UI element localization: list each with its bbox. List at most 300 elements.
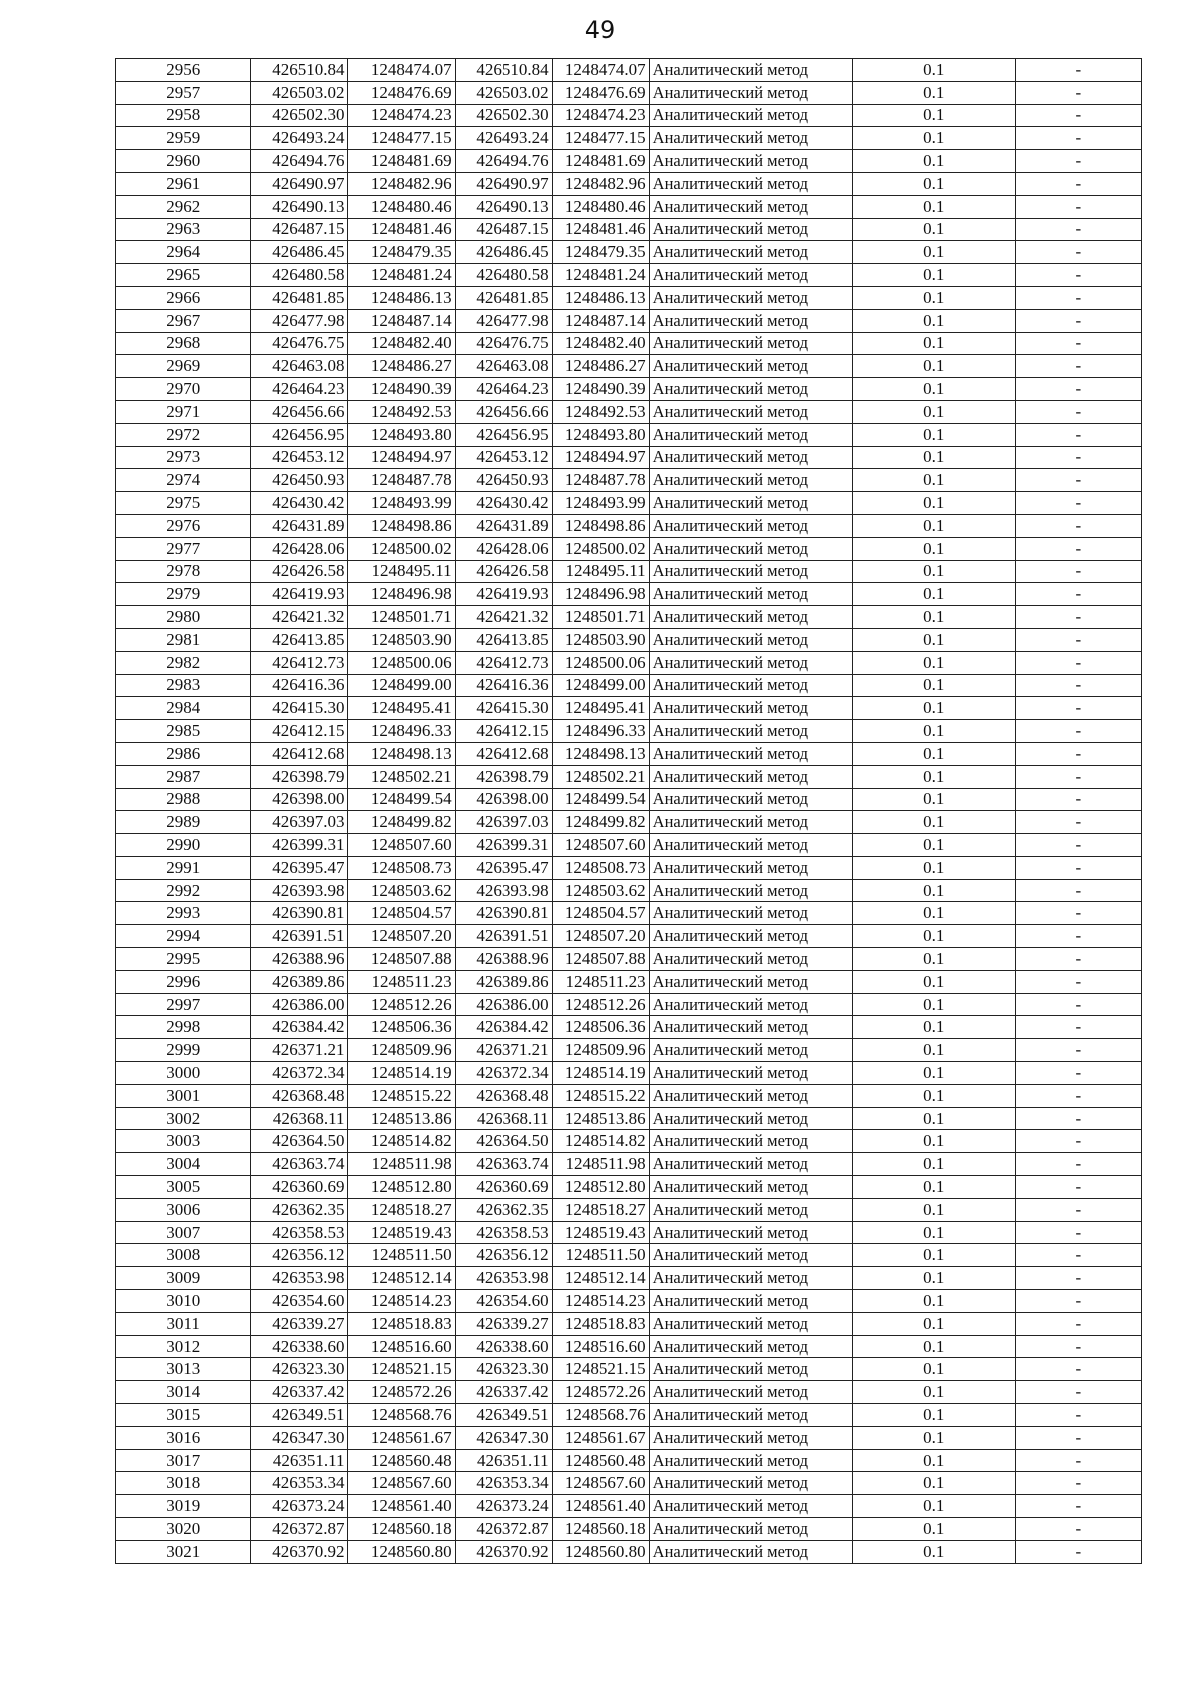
description-cell: - (1015, 264, 1141, 287)
y-new-cell: 1248495.41 (552, 697, 649, 720)
y-new-cell: 1248498.13 (552, 742, 649, 765)
x-new-cell: 426416.36 (455, 674, 552, 697)
method-cell: Аналитический метод (649, 993, 852, 1016)
point-number-cell: 3019 (116, 1495, 251, 1518)
x-old-cell: 426463.08 (251, 355, 348, 378)
method-cell: Аналитический метод (649, 651, 852, 674)
x-new-cell: 426430.42 (455, 492, 552, 515)
description-cell: - (1015, 332, 1141, 355)
y-old-cell: 1248507.60 (348, 834, 455, 857)
description-cell: - (1015, 537, 1141, 560)
method-cell: Аналитический метод (649, 879, 852, 902)
table-row (116, 742, 1142, 765)
point-number-cell: 3013 (116, 1358, 251, 1381)
point-number-cell: 3006 (116, 1198, 251, 1221)
x-old-cell: 426356.12 (251, 1244, 348, 1267)
description-cell: - (1015, 400, 1141, 423)
point-number-cell: 2957 (116, 81, 251, 104)
y-old-cell: 1248514.82 (348, 1130, 455, 1153)
x-new-cell: 426372.34 (455, 1062, 552, 1085)
description-cell: - (1015, 948, 1141, 971)
x-new-cell: 426480.58 (455, 264, 552, 287)
accuracy-cell: 0.1 (852, 59, 1015, 82)
x-new-cell: 426358.53 (455, 1221, 552, 1244)
y-old-cell: 1248481.24 (348, 264, 455, 287)
y-old-cell: 1248500.06 (348, 651, 455, 674)
y-old-cell: 1248495.41 (348, 697, 455, 720)
accuracy-cell: 0.1 (852, 1084, 1015, 1107)
x-old-cell: 426481.85 (251, 286, 348, 309)
point-number-cell: 3016 (116, 1426, 251, 1449)
point-number-cell: 3001 (116, 1084, 251, 1107)
accuracy-cell: 0.1 (852, 1358, 1015, 1381)
description-cell: - (1015, 423, 1141, 446)
x-new-cell: 426386.00 (455, 993, 552, 1016)
x-new-cell: 426421.32 (455, 606, 552, 629)
point-number-cell: 2998 (116, 1016, 251, 1039)
y-new-cell: 1248507.60 (552, 834, 649, 857)
y-new-cell: 1248561.67 (552, 1426, 649, 1449)
method-cell: Аналитический метод (649, 583, 852, 606)
method-cell: Аналитический метод (649, 332, 852, 355)
method-cell: Аналитический метод (649, 948, 852, 971)
table-row (116, 993, 1142, 1016)
table-row (116, 925, 1142, 948)
x-new-cell: 426490.97 (455, 172, 552, 195)
x-new-cell: 426412.73 (455, 651, 552, 674)
description-cell: - (1015, 606, 1141, 629)
y-new-cell: 1248512.80 (552, 1176, 649, 1199)
point-number-cell: 3010 (116, 1290, 251, 1313)
x-old-cell: 426490.97 (251, 172, 348, 195)
x-old-cell: 426371.21 (251, 1039, 348, 1062)
y-old-cell: 1248508.73 (348, 856, 455, 879)
y-new-cell: 1248502.21 (552, 765, 649, 788)
accuracy-cell: 0.1 (852, 1335, 1015, 1358)
y-new-cell: 1248477.15 (552, 127, 649, 150)
y-new-cell: 1248513.86 (552, 1107, 649, 1130)
method-cell: Аналитический метод (649, 742, 852, 765)
description-cell: - (1015, 1404, 1141, 1427)
x-new-cell: 426490.13 (455, 195, 552, 218)
method-cell: Аналитический метод (649, 1335, 852, 1358)
description-cell: - (1015, 195, 1141, 218)
y-new-cell: 1248482.40 (552, 332, 649, 355)
x-new-cell: 426481.85 (455, 286, 552, 309)
x-old-cell: 426486.45 (251, 241, 348, 264)
table-row (116, 241, 1142, 264)
y-old-cell: 1248496.33 (348, 720, 455, 743)
x-old-cell: 426493.24 (251, 127, 348, 150)
y-old-cell: 1248499.82 (348, 811, 455, 834)
table-row (116, 1130, 1142, 1153)
method-cell: Аналитический метод (649, 150, 852, 173)
point-number-cell: 2988 (116, 788, 251, 811)
table-row (116, 856, 1142, 879)
x-new-cell: 426371.21 (455, 1039, 552, 1062)
y-old-cell: 1248498.86 (348, 514, 455, 537)
accuracy-cell: 0.1 (852, 127, 1015, 150)
x-old-cell: 426412.15 (251, 720, 348, 743)
accuracy-cell: 0.1 (852, 537, 1015, 560)
y-old-cell: 1248514.19 (348, 1062, 455, 1085)
accuracy-cell: 0.1 (852, 1130, 1015, 1153)
method-cell: Аналитический метод (649, 446, 852, 469)
y-old-cell: 1248512.14 (348, 1267, 455, 1290)
accuracy-cell: 0.1 (852, 1472, 1015, 1495)
y-new-cell: 1248511.50 (552, 1244, 649, 1267)
x-old-cell: 426477.98 (251, 309, 348, 332)
y-old-cell: 1248512.80 (348, 1176, 455, 1199)
x-new-cell: 426450.93 (455, 469, 552, 492)
description-cell: - (1015, 286, 1141, 309)
x-old-cell: 426372.87 (251, 1518, 348, 1541)
description-cell: - (1015, 1198, 1141, 1221)
y-new-cell: 1248507.20 (552, 925, 649, 948)
accuracy-cell: 0.1 (852, 1495, 1015, 1518)
table-row (116, 651, 1142, 674)
x-old-cell: 426323.30 (251, 1358, 348, 1381)
y-old-cell: 1248567.60 (348, 1472, 455, 1495)
y-new-cell: 1248561.40 (552, 1495, 649, 1518)
accuracy-cell: 0.1 (852, 856, 1015, 879)
y-old-cell: 1248494.97 (348, 446, 455, 469)
point-number-cell: 2979 (116, 583, 251, 606)
x-old-cell: 426391.51 (251, 925, 348, 948)
point-number-cell: 2958 (116, 104, 251, 127)
x-old-cell: 426349.51 (251, 1404, 348, 1427)
x-new-cell: 426368.48 (455, 1084, 552, 1107)
y-old-cell: 1248560.48 (348, 1449, 455, 1472)
x-new-cell: 426338.60 (455, 1335, 552, 1358)
y-old-cell: 1248496.98 (348, 583, 455, 606)
x-new-cell: 426502.30 (455, 104, 552, 127)
description-cell: - (1015, 1449, 1141, 1472)
point-number-cell: 2982 (116, 651, 251, 674)
y-old-cell: 1248503.90 (348, 628, 455, 651)
description-cell: - (1015, 651, 1141, 674)
accuracy-cell: 0.1 (852, 446, 1015, 469)
y-old-cell: 1248477.15 (348, 127, 455, 150)
x-old-cell: 426395.47 (251, 856, 348, 879)
point-number-cell: 2976 (116, 514, 251, 537)
accuracy-cell: 0.1 (852, 492, 1015, 515)
table-row (116, 1153, 1142, 1176)
table-row (116, 378, 1142, 401)
method-cell: Аналитический метод (649, 1039, 852, 1062)
accuracy-cell: 0.1 (852, 469, 1015, 492)
accuracy-cell: 0.1 (852, 742, 1015, 765)
x-old-cell: 426494.76 (251, 150, 348, 173)
x-old-cell: 426353.34 (251, 1472, 348, 1495)
point-number-cell: 3000 (116, 1062, 251, 1085)
y-old-cell: 1248502.21 (348, 765, 455, 788)
description-cell: - (1015, 560, 1141, 583)
y-old-cell: 1248511.98 (348, 1153, 455, 1176)
y-old-cell: 1248481.46 (348, 218, 455, 241)
point-number-cell: 2984 (116, 697, 251, 720)
accuracy-cell: 0.1 (852, 332, 1015, 355)
method-cell: Аналитический метод (649, 104, 852, 127)
table-row (116, 1404, 1142, 1427)
x-new-cell: 426463.08 (455, 355, 552, 378)
table-row (116, 1358, 1142, 1381)
method-cell: Аналитический метод (649, 264, 852, 287)
point-number-cell: 2992 (116, 879, 251, 902)
x-old-cell: 426487.15 (251, 218, 348, 241)
x-old-cell: 426398.00 (251, 788, 348, 811)
method-cell: Аналитический метод (649, 1062, 852, 1085)
point-number-cell: 3002 (116, 1107, 251, 1130)
x-old-cell: 426510.84 (251, 59, 348, 82)
method-cell: Аналитический метод (649, 1472, 852, 1495)
accuracy-cell: 0.1 (852, 286, 1015, 309)
table-row (116, 697, 1142, 720)
y-old-cell: 1248560.80 (348, 1540, 455, 1563)
method-cell: Аналитический метод (649, 1426, 852, 1449)
point-number-cell: 2989 (116, 811, 251, 834)
point-number-cell: 2981 (116, 628, 251, 651)
table-row (116, 423, 1142, 446)
point-number-cell: 2978 (116, 560, 251, 583)
accuracy-cell: 0.1 (852, 560, 1015, 583)
description-cell: - (1015, 309, 1141, 332)
accuracy-cell: 0.1 (852, 970, 1015, 993)
x-new-cell: 426356.12 (455, 1244, 552, 1267)
x-old-cell: 426503.02 (251, 81, 348, 104)
method-cell: Аналитический метод (649, 1540, 852, 1563)
point-number-cell: 3003 (116, 1130, 251, 1153)
point-number-cell: 2993 (116, 902, 251, 925)
table-row (116, 1107, 1142, 1130)
y-new-cell: 1248476.69 (552, 81, 649, 104)
y-new-cell: 1248511.98 (552, 1153, 649, 1176)
table-row (116, 1518, 1142, 1541)
x-old-cell: 426399.31 (251, 834, 348, 857)
point-number-cell: 2971 (116, 400, 251, 423)
table-row (116, 560, 1142, 583)
table-row (116, 948, 1142, 971)
y-new-cell: 1248503.62 (552, 879, 649, 902)
point-number-cell: 2956 (116, 59, 251, 82)
x-old-cell: 426412.68 (251, 742, 348, 765)
y-old-cell: 1248513.86 (348, 1107, 455, 1130)
table-row (116, 1290, 1142, 1313)
table-row (116, 788, 1142, 811)
y-new-cell: 1248486.27 (552, 355, 649, 378)
table-row (116, 1039, 1142, 1062)
x-old-cell: 426450.93 (251, 469, 348, 492)
y-old-cell: 1248572.26 (348, 1381, 455, 1404)
y-new-cell: 1248493.80 (552, 423, 649, 446)
x-new-cell: 426349.51 (455, 1404, 552, 1427)
method-cell: Аналитический метод (649, 925, 852, 948)
x-old-cell: 426431.89 (251, 514, 348, 537)
point-number-cell: 3012 (116, 1335, 251, 1358)
table-row (116, 720, 1142, 743)
y-old-cell: 1248487.14 (348, 309, 455, 332)
point-number-cell: 2997 (116, 993, 251, 1016)
table-row (116, 674, 1142, 697)
point-number-cell: 3007 (116, 1221, 251, 1244)
point-number-cell: 3018 (116, 1472, 251, 1495)
accuracy-cell: 0.1 (852, 1381, 1015, 1404)
point-number-cell: 3009 (116, 1267, 251, 1290)
method-cell: Аналитический метод (649, 834, 852, 857)
description-cell: - (1015, 1495, 1141, 1518)
y-new-cell: 1248495.11 (552, 560, 649, 583)
y-old-cell: 1248486.27 (348, 355, 455, 378)
x-new-cell: 426456.95 (455, 423, 552, 446)
method-cell: Аналитический метод (649, 1495, 852, 1518)
y-new-cell: 1248567.60 (552, 1472, 649, 1495)
y-new-cell: 1248521.15 (552, 1358, 649, 1381)
table-row (116, 1244, 1142, 1267)
point-number-cell: 2991 (116, 856, 251, 879)
y-new-cell: 1248487.14 (552, 309, 649, 332)
accuracy-cell: 0.1 (852, 788, 1015, 811)
method-cell: Аналитический метод (649, 1290, 852, 1313)
method-cell: Аналитический метод (649, 195, 852, 218)
x-new-cell: 426493.24 (455, 127, 552, 150)
point-number-cell: 2994 (116, 925, 251, 948)
x-new-cell: 426428.06 (455, 537, 552, 560)
method-cell: Аналитический метод (649, 218, 852, 241)
point-number-cell: 2972 (116, 423, 251, 446)
y-new-cell: 1248480.46 (552, 195, 649, 218)
accuracy-cell: 0.1 (852, 1449, 1015, 1472)
point-number-cell: 2983 (116, 674, 251, 697)
x-new-cell: 426510.84 (455, 59, 552, 82)
accuracy-cell: 0.1 (852, 1176, 1015, 1199)
description-cell: - (1015, 355, 1141, 378)
x-old-cell: 426362.35 (251, 1198, 348, 1221)
x-old-cell: 426364.50 (251, 1130, 348, 1153)
method-cell: Аналитический метод (649, 1404, 852, 1427)
table-row (116, 879, 1142, 902)
y-old-cell: 1248501.71 (348, 606, 455, 629)
method-cell: Аналитический метод (649, 1176, 852, 1199)
accuracy-cell: 0.1 (852, 309, 1015, 332)
y-old-cell: 1248481.69 (348, 150, 455, 173)
table-row (116, 1267, 1142, 1290)
accuracy-cell: 0.1 (852, 1198, 1015, 1221)
y-old-cell: 1248503.62 (348, 879, 455, 902)
method-cell: Аналитический метод (649, 788, 852, 811)
table-row (116, 469, 1142, 492)
table-row (116, 150, 1142, 173)
x-new-cell: 426373.24 (455, 1495, 552, 1518)
y-old-cell: 1248516.60 (348, 1335, 455, 1358)
description-cell: - (1015, 1290, 1141, 1313)
description-cell: - (1015, 765, 1141, 788)
y-old-cell: 1248495.11 (348, 560, 455, 583)
description-cell: - (1015, 970, 1141, 993)
y-new-cell: 1248501.71 (552, 606, 649, 629)
accuracy-cell: 0.1 (852, 1404, 1015, 1427)
description-cell: - (1015, 1016, 1141, 1039)
y-new-cell: 1248499.54 (552, 788, 649, 811)
y-old-cell: 1248504.57 (348, 902, 455, 925)
description-cell: - (1015, 469, 1141, 492)
table-row (116, 264, 1142, 287)
table-row (116, 1016, 1142, 1039)
x-new-cell: 426464.23 (455, 378, 552, 401)
point-number-cell: 2962 (116, 195, 251, 218)
x-old-cell: 426347.30 (251, 1426, 348, 1449)
method-cell: Аналитический метод (649, 970, 852, 993)
accuracy-cell: 0.1 (852, 1039, 1015, 1062)
table-row (116, 583, 1142, 606)
table-row (116, 834, 1142, 857)
accuracy-cell: 0.1 (852, 218, 1015, 241)
accuracy-cell: 0.1 (852, 628, 1015, 651)
description-cell: - (1015, 1312, 1141, 1335)
accuracy-cell: 0.1 (852, 811, 1015, 834)
description-cell: - (1015, 1130, 1141, 1153)
table-row (116, 104, 1142, 127)
y-old-cell: 1248519.43 (348, 1221, 455, 1244)
y-new-cell: 1248506.36 (552, 1016, 649, 1039)
x-new-cell: 426398.00 (455, 788, 552, 811)
y-new-cell: 1248560.18 (552, 1518, 649, 1541)
description-cell: - (1015, 150, 1141, 173)
description-cell: - (1015, 720, 1141, 743)
table-row (116, 309, 1142, 332)
table-row (116, 127, 1142, 150)
point-number-cell: 3011 (116, 1312, 251, 1335)
accuracy-cell: 0.1 (852, 355, 1015, 378)
point-number-cell: 2967 (116, 309, 251, 332)
y-old-cell: 1248511.23 (348, 970, 455, 993)
point-number-cell: 2974 (116, 469, 251, 492)
x-new-cell: 426351.11 (455, 1449, 552, 1472)
y-new-cell: 1248490.39 (552, 378, 649, 401)
point-number-cell: 2960 (116, 150, 251, 173)
table-row (116, 1084, 1142, 1107)
x-new-cell: 426453.12 (455, 446, 552, 469)
x-new-cell: 426398.79 (455, 765, 552, 788)
x-old-cell: 426373.24 (251, 1495, 348, 1518)
accuracy-cell: 0.1 (852, 1153, 1015, 1176)
accuracy-cell: 0.1 (852, 1267, 1015, 1290)
description-cell: - (1015, 902, 1141, 925)
table-row (116, 1176, 1142, 1199)
x-old-cell: 426456.95 (251, 423, 348, 446)
method-cell: Аналитический метод (649, 1358, 852, 1381)
point-number-cell: 2973 (116, 446, 251, 469)
point-number-cell: 3008 (116, 1244, 251, 1267)
y-old-cell: 1248511.50 (348, 1244, 455, 1267)
page-number: 49 (584, 16, 616, 44)
x-old-cell: 426386.00 (251, 993, 348, 1016)
accuracy-cell: 0.1 (852, 1426, 1015, 1449)
description-cell: - (1015, 1381, 1141, 1404)
x-new-cell: 426391.51 (455, 925, 552, 948)
method-cell: Аналитический метод (649, 81, 852, 104)
y-new-cell: 1248519.43 (552, 1221, 649, 1244)
x-new-cell: 426370.92 (455, 1540, 552, 1563)
accuracy-cell: 0.1 (852, 1312, 1015, 1335)
description-cell: - (1015, 1518, 1141, 1541)
point-number-cell: 2985 (116, 720, 251, 743)
description-cell: - (1015, 1039, 1141, 1062)
y-old-cell: 1248486.13 (348, 286, 455, 309)
x-new-cell: 426347.30 (455, 1426, 552, 1449)
description-cell: - (1015, 1540, 1141, 1563)
description-cell: - (1015, 1267, 1141, 1290)
y-old-cell: 1248474.23 (348, 104, 455, 127)
